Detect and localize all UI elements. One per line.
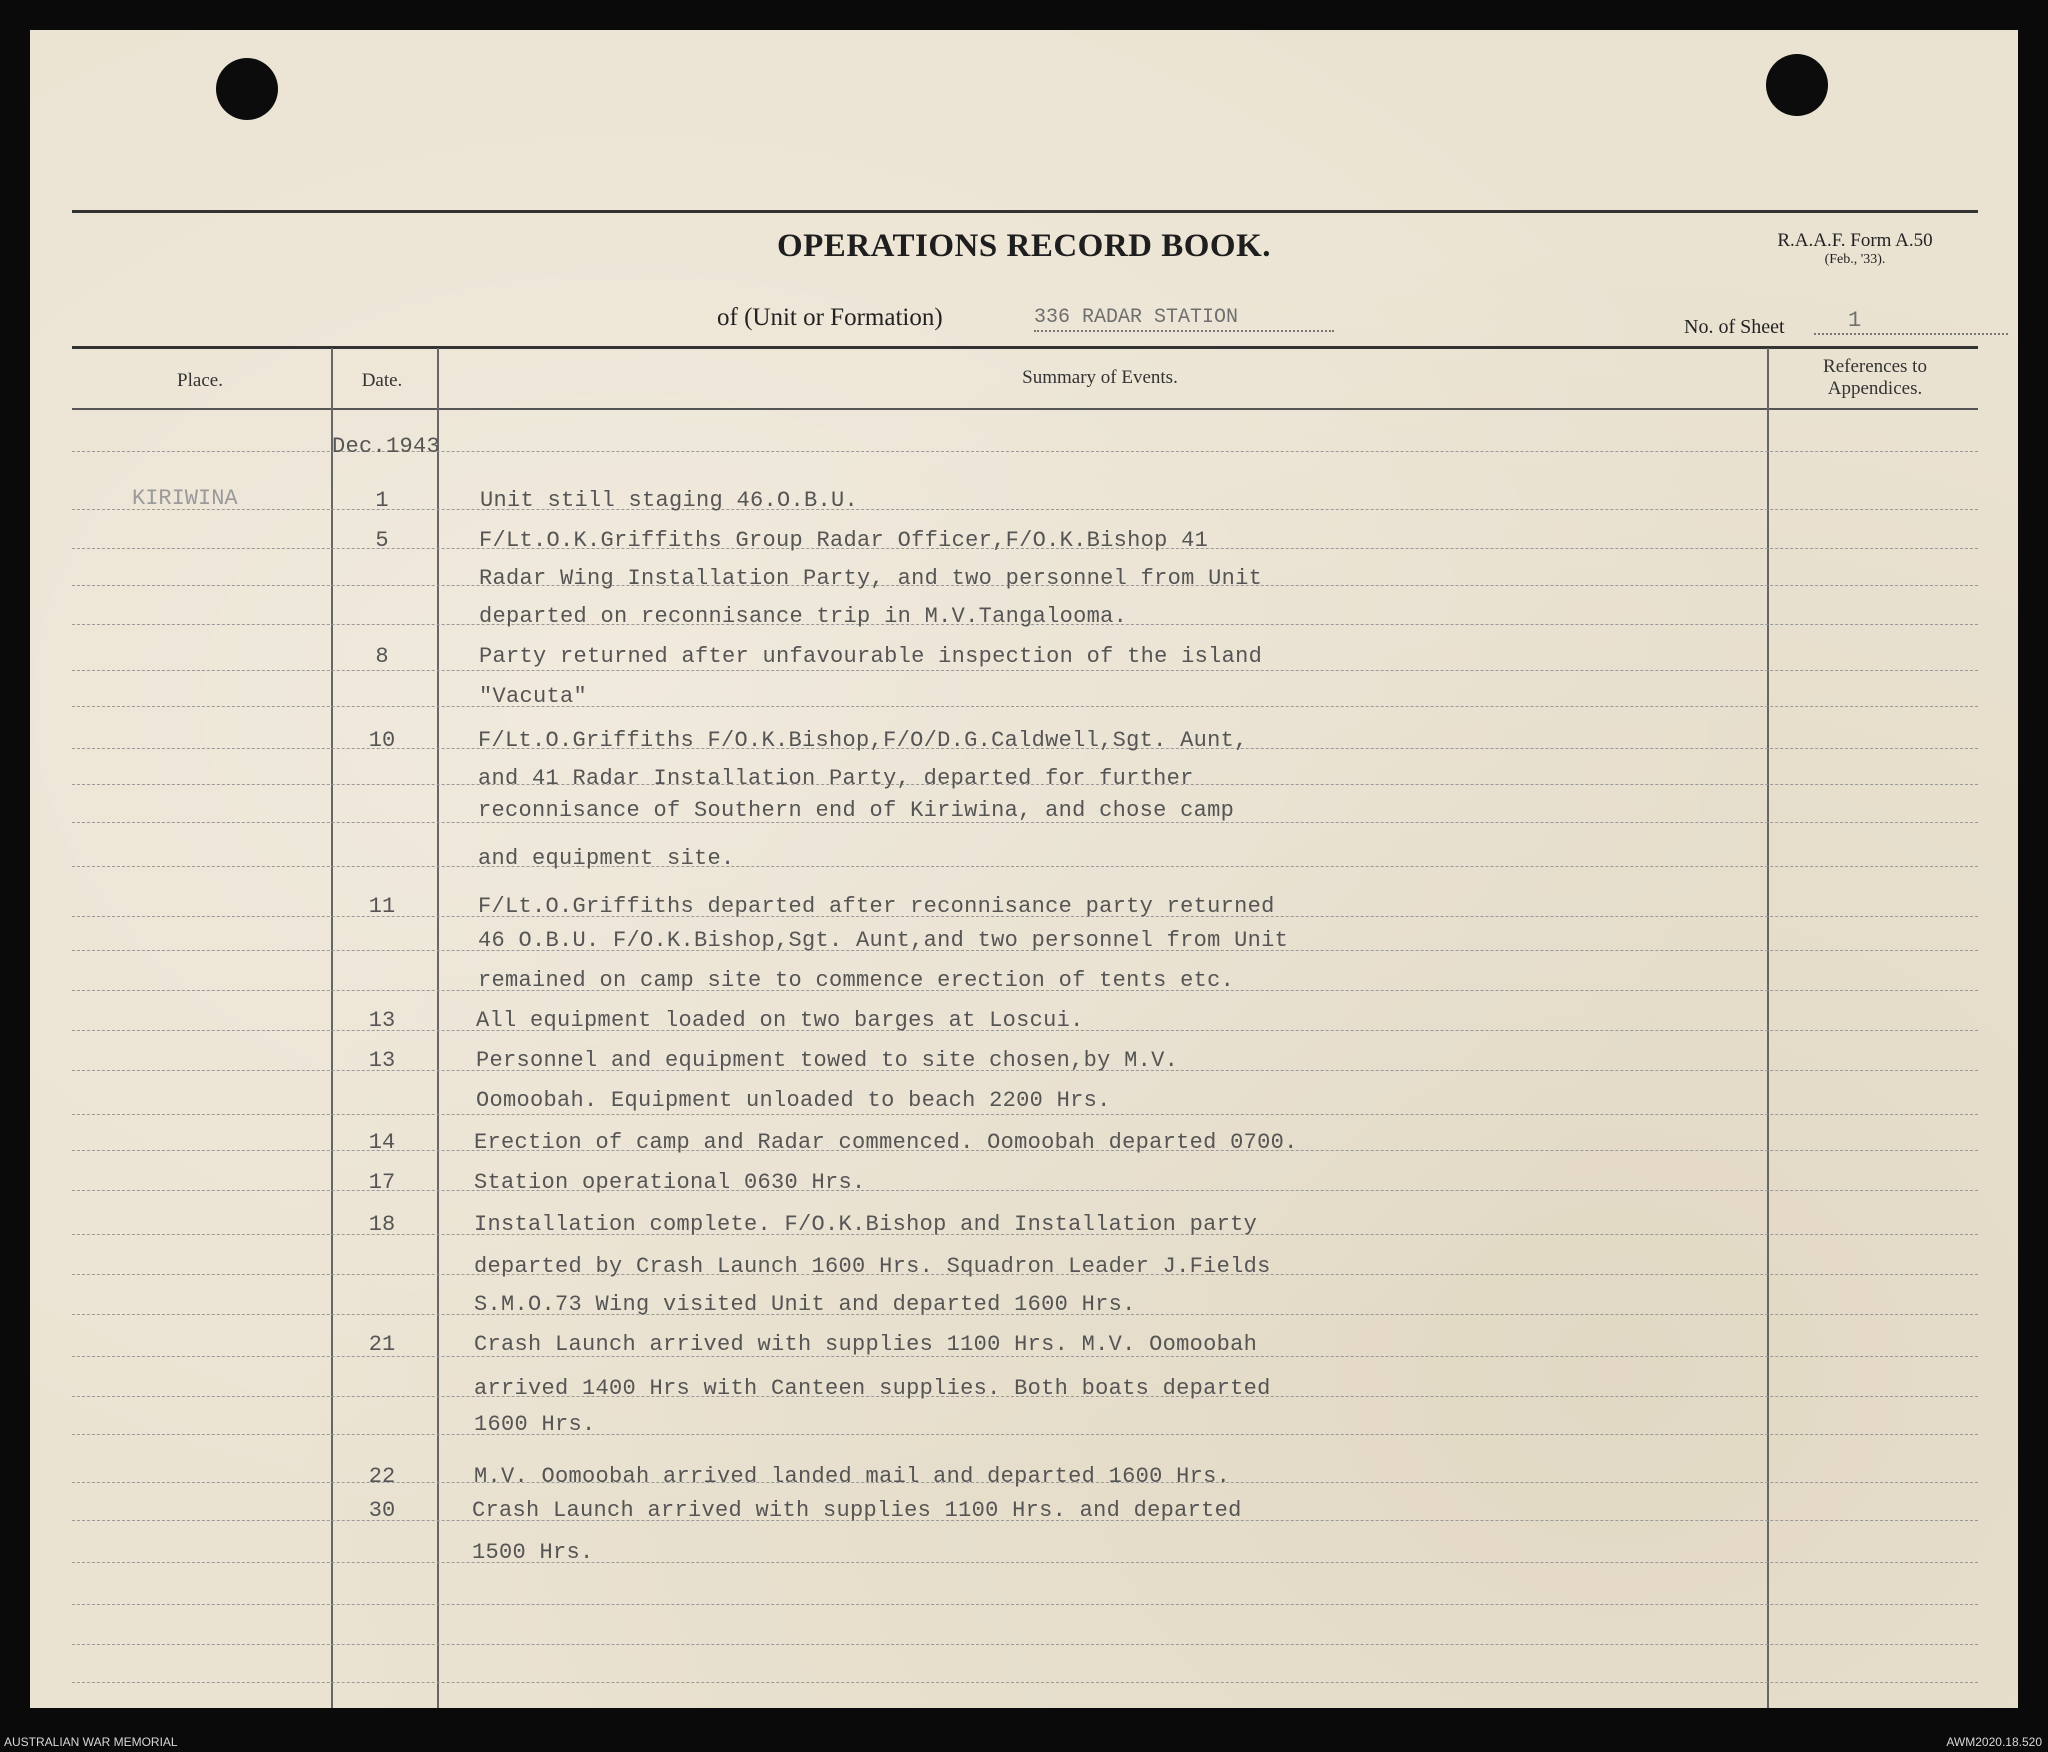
ruled-line (72, 1114, 1978, 1115)
col-references: References to Appendices. (1823, 356, 1927, 399)
top-rule (72, 210, 1978, 213)
footer-credit: AUSTRALIAN WAR MEMORIAL (4, 1735, 178, 1749)
entry-line: arrived 1400 Hrs with Canteen supplies. Both boats departed (474, 1376, 1271, 1401)
entry-line: Personnel and equipment towed to site chosen,by M.V. (476, 1048, 1179, 1073)
col-summary: Summary of Events. (1022, 367, 1178, 388)
entry-line: reconnisance of Southern end of Kiriwina, and chose camp (478, 798, 1235, 823)
entry-date: 1 (375, 488, 389, 513)
entry-line: Crash Launch arrived with supplies 1100 Hrs. and departed (472, 1498, 1242, 1523)
entry-date: 13 (368, 1008, 396, 1033)
entry-line: Radar Wing Installation Party, and two personnel from Unit (479, 566, 1263, 591)
entry-line: departed by Crash Launch 1600 Hrs. Squadron Leader J.Fields (474, 1254, 1271, 1279)
entry-line: F/Lt.O.Griffiths F/O.K.Bishop,F/O/D.G.Caldwell,Sgt. Aunt, (478, 728, 1248, 753)
entry-line: Erection of camp and Radar commenced. Oomoobah departed 0700. (474, 1130, 1298, 1155)
entry-line: 1600 Hrs. (474, 1412, 596, 1437)
col-date: Date. (361, 370, 403, 391)
record-sheet (30, 30, 2018, 1708)
ruled-line (72, 1604, 1978, 1605)
divider-summary-refs (1767, 348, 1769, 1708)
ruled-line (72, 1562, 1978, 1563)
unit-value: 336 RADAR STATION (1034, 306, 1334, 332)
entry-date: 14 (368, 1130, 396, 1155)
entry-line: Crash Launch arrived with supplies 1100 Hrs. M.V. Oomoobah (474, 1332, 1258, 1357)
entry-date: 11 (368, 894, 396, 919)
entry-line: F/Lt.O.Griffiths departed after reconnisance party returned (478, 894, 1275, 919)
form-number: R.A.A.F. Form A.50 (Feb., '33). (1777, 230, 1933, 267)
entry-line: Party returned after unfavourable inspection of the island (479, 644, 1263, 669)
punch-hole-right (1766, 54, 1828, 116)
entry-date: 30 (368, 1498, 396, 1523)
entry-line: departed on reconnisance trip in M.V.Tangalooma. (479, 604, 1128, 629)
entry-line: Installation complete. F/O.K.Bishop and Installation party (474, 1212, 1258, 1237)
entry-line: M.V. Oomoobah arrived landed mail and departed 1600 Hrs. (474, 1464, 1231, 1489)
entry-line: 46 O.B.U. F/O.K.Bishop,Sgt. Aunt,and two personnel from Unit (478, 928, 1289, 953)
entry-line: S.M.O.73 Wing visited Unit and departed 1600 Hrs. (474, 1292, 1136, 1317)
entry-date: 21 (368, 1332, 396, 1357)
punch-hole-left (216, 58, 278, 120)
divider-date-summary (437, 348, 439, 1708)
entry-date: 10 (368, 728, 396, 753)
place-name: KIRIWINA (132, 486, 238, 511)
ruled-line (72, 1682, 1978, 1683)
divider-place-date (331, 348, 333, 1708)
entry-line: Oomoobah. Equipment unloaded to beach 2200 Hrs. (476, 1088, 1111, 1113)
ruled-line (72, 1434, 1978, 1435)
sheet-label: No. of Sheet (1684, 316, 1785, 338)
entry-line: Station operational 0630 Hrs. (474, 1170, 866, 1195)
entry-line: Unit still staging 46.O.B.U. (480, 488, 859, 513)
entry-line: All equipment loaded on two barges at Loscui. (476, 1008, 1084, 1033)
footer-accession: AWM2020.18.520 (1946, 1735, 2042, 1749)
entry-line: and 41 Radar Installation Party, departed for further (478, 766, 1194, 791)
page-title: OPERATIONS RECORD BOOK. (776, 228, 1272, 264)
columns-rule (72, 408, 1978, 410)
sheet-value: 1 (1814, 308, 2008, 335)
month-heading: Dec.1943 (332, 434, 441, 459)
entry-date: 13 (368, 1048, 396, 1073)
header-rule (72, 346, 1978, 349)
unit-label: of (Unit or Formation) (717, 304, 943, 331)
col-place: Place. (177, 370, 223, 391)
entry-date: 17 (368, 1170, 396, 1195)
entry-line: remained on camp site to commence erection of tents etc. (478, 968, 1235, 993)
entry-line: "Vacuta" (479, 684, 588, 709)
ruled-line (72, 670, 1978, 671)
entry-date: 22 (368, 1464, 396, 1489)
ruled-line (72, 866, 1978, 867)
entry-date: 5 (375, 528, 389, 553)
entry-date: 18 (368, 1212, 396, 1237)
entry-line: and equipment site. (478, 846, 735, 871)
ruled-line (72, 1644, 1978, 1645)
entry-line: F/Lt.O.K.Griffiths Group Radar Officer,F/O.K.Bishop 41 (479, 528, 1209, 553)
entry-date: 8 (375, 644, 389, 669)
entry-line: 1500 Hrs. (472, 1540, 594, 1565)
ruled-line (72, 706, 1978, 707)
